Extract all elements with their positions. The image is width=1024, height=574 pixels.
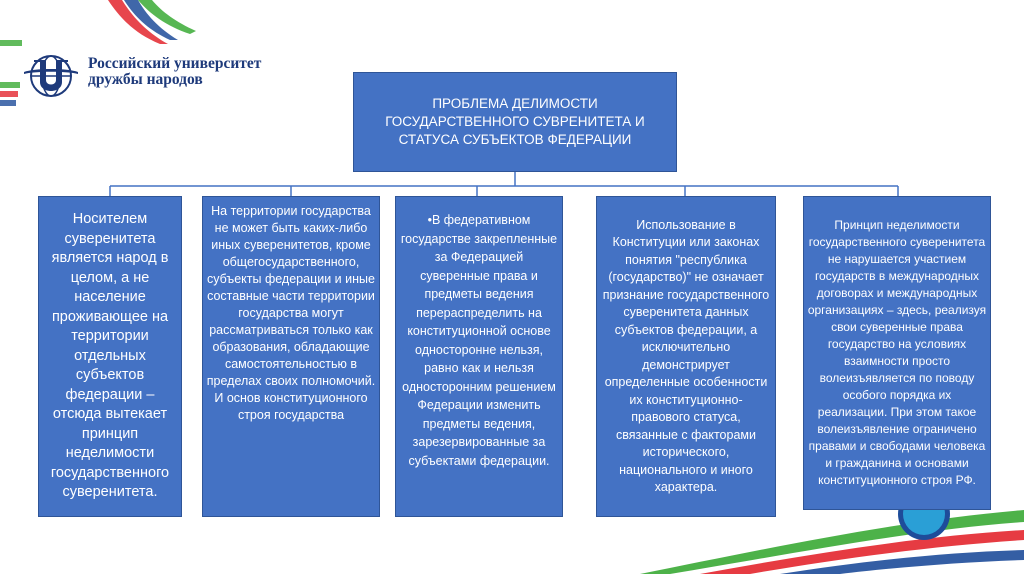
box-text: •В федеративном государстве закрепленные за Федерацией суверенные права и предметы ведения перераспределить на конституционной основе односторонне нельзя, равно как и нельзя односторонним решением Федерации изменить предметы ведения, зарезервированные за субъектами федерации. [400, 213, 558, 468]
diagram-title: ПРОБЛЕМА ДЕЛИМОСТИ ГОСУДАРСТВЕННОГО СУВРЕНИТЕТА И СТАТУСА СУБЪЕКТОВ ФЕДЕРАЦИИ [385, 96, 645, 147]
box-international-treaties [803, 196, 991, 510]
box-text: На территории государства не может быть каких-либо иных суверенитетов, кроме общегосударственного, субъекты федерации и иные составные части территории государства могут рассматриваться только как образования, обладающие самостоятельностью в пределах своих полномочий. И основ конституционного строя государства [206, 204, 376, 422]
box-sovereignty-bearer [38, 196, 182, 517]
box-text: Использование в Конституции или законах понятия "республика (государство)" не означает признание государственного суверенитета данных субъектов федерации, а исключительно демонстрирует определенные особенности их конституционно-правового статуса, связанные с факторами исторического, национального и иного характера. [602, 217, 770, 494]
logo-line-1: Российский университет [88, 55, 262, 72]
box-federative-state [395, 196, 563, 517]
box-text: Принцип неделимости государственного суверенитета не нарушается участием государств в международных договорах и международных организациях – здесь, реализуя свои суверенные права государство на условиях взаимности просто волеизъявляется по поводу особого порядка их реализации. При этом такое волеизъявление ограничено правами и свободами человека и гражданина и основами конституционного строя РФ. [807, 218, 987, 487]
box-text: Носителем суверенитета является народ в целом, а не население проживающее на территории отдельных субъектов федерации – отсюда вытекает принцип неделимости государственного суверенитета. [50, 211, 170, 501]
logo-line-2: дружбы народов [88, 71, 203, 88]
box-territory [202, 196, 380, 517]
diagram-title-box [353, 72, 677, 172]
box-republic-concept [596, 196, 776, 517]
